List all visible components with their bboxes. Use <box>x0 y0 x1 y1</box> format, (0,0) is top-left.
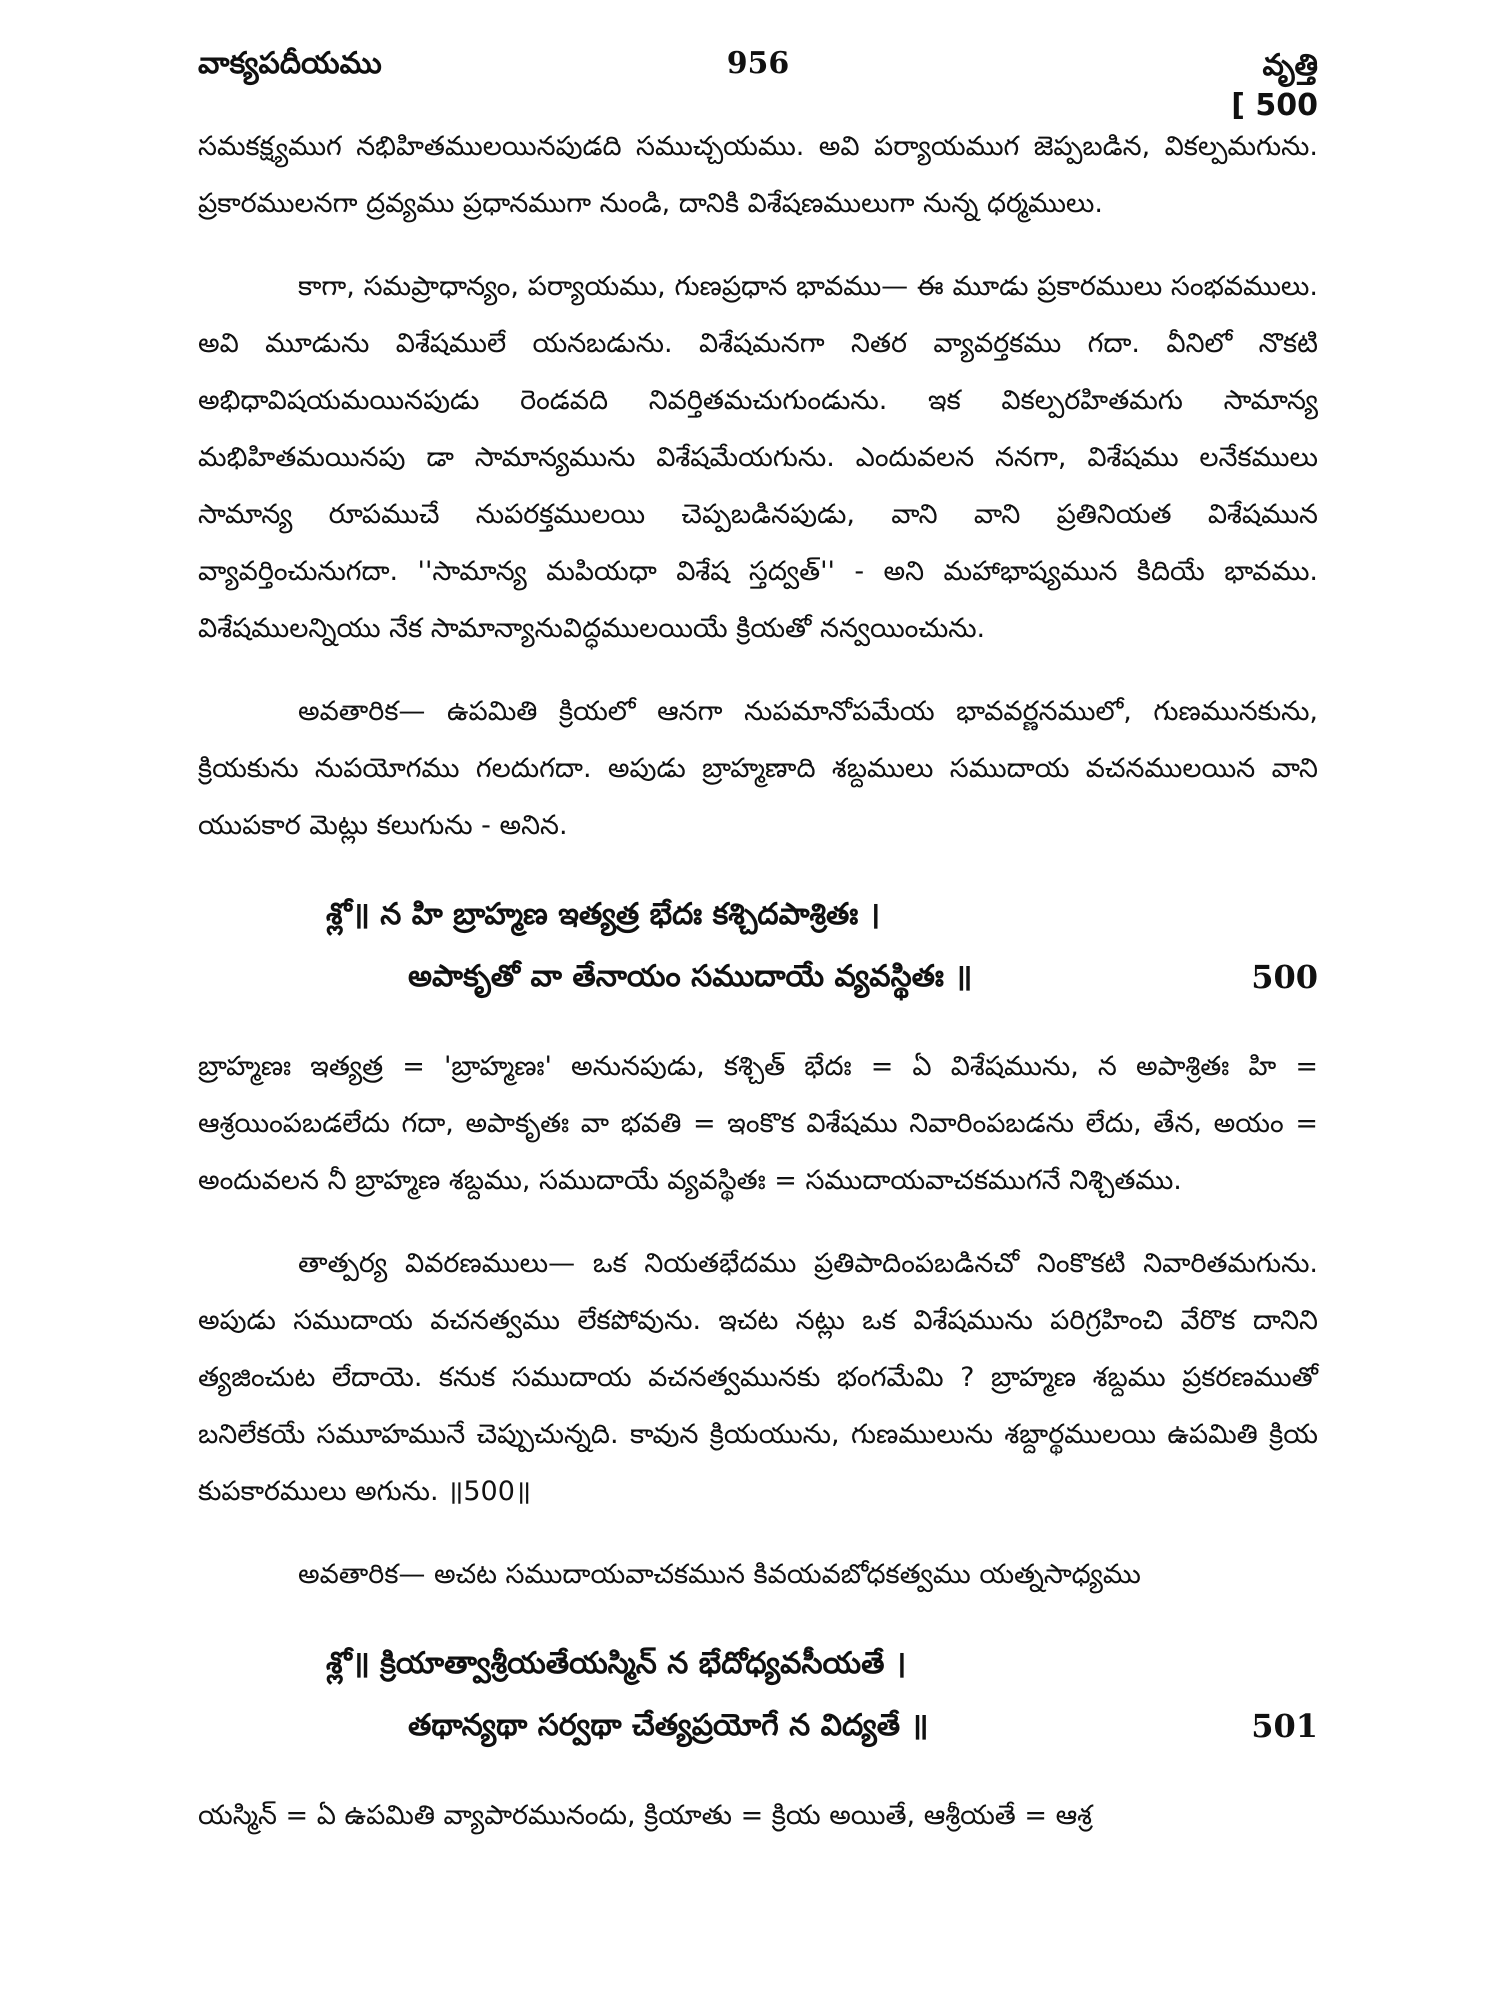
verse-500-line-2 <box>198 946 1318 1008</box>
paragraph-1: సమకక్ష్యముగ నభిహితములయినపుడది సముచ్చయము. అవి పర్యాయముగ జెప్పబడిన, వికల్పమగును. ప్రకారములనగా ద్రవ్యము ప్రధానముగా నుండి, దానికి విశేషణములుగా నున్న ధర్మములు. <box>198 131 1318 219</box>
paragraph-2: కాగా, సమప్రాధాన్యం, పర్యాయము, గుణప్రధాన భావము— ఈ మూడు ప్రకారములు సంభవములు. అవి మూడును విశేషములే యనబడును. విశేషమనగా నితర వ్యావర్తకము గదా. వీనిలో నొకటి అభిధావిషయమయినపుడు రెండవది నివర్తితమచుగుండును. ఇక వికల్పరహితమగు సామాన్య మభిహితమయినపు డా సామాన్యమును విశేషమేయగును. ఎందువలన ననగా, విశేషము లనేకములు సామాన్య రూపముచే నుపరక్తములయి చెప్పబడినపుడు, వాని వాని ప్రతినియత విశేషమున వ్యావర్తించునుగదా. ''సామాన్య మపియధా విశేష స్తద్వత్'' - అని మహాభాష్యమున కిదియే భావము. విశేషములన్నియు నేక సామాన్యానువిద్ధములయియే క్రియతో నన్వయించును. <box>198 271 1318 644</box>
paragraph-word-meaning: బ్రాహ్మణః ఇత్యత్ర = 'బ్రాహ్మణః' అనునపుడు, కశ్చిత్ భేదః = ఏ విశేషమును, న అపాశ్రితః హి = ఆశ్రయింపబడలేదు గదా, అపాకృతః వా భవతి = ఇంకొక విశేషము నివారింపబడను లేదు, తేన, అయం = అందువలన నీ బ్రాహ్మణ శబ్దము, సముదాయే వ్యవస్థితః = సముదాయవాచకముగనే నిశ్చితము. <box>198 1051 1318 1196</box>
section-label: వృత్తి <box>1262 48 1318 83</box>
verse-501-line-2 <box>198 1695 1318 1757</box>
verse-501 <box>198 1633 1318 1757</box>
page-header <box>198 38 1318 123</box>
paragraph-commentary: తాత్పర్య వివరణములు— ఒక నియతభేదము ప్రతిపాదింపబడినచో నింకొకటి నివారితమగును. అపుడు సముదాయ వచనత్వము లేకపోవును. ఇచట నట్లు ఒక విశేషమును పరిగ్రహించి వేరొక దానిని త్యజించుట లేదాయె. కనుక సముదాయ వచనత్వమునకు భంగమేమి ? బ్రాహ్మణ శబ్దము ప్రకరణముతో బనిలేకయే సమూహమునే చెప్పుచున్నది. కావున క్రియయును, గుణములును శబ్దార్థములయి ఉపమితి క్రియ కుపకారములు అగును. ॥500॥ <box>198 1248 1318 1507</box>
verse-number: 501 <box>1251 1707 1318 1745</box>
page-body <box>198 118 1318 1844</box>
paragraph-avatarika-2: అవతారిక— అచట సముదాయవాచకమున కివయవబోధకత్వము యత్నసాధ్యము <box>298 1559 1141 1590</box>
verse-501-line-1: శ్లో॥ క్రియాత్వాశ్రీయతేయస్మిన్ న భేదోధ్యవసీయతే । <box>326 1646 907 1681</box>
verse-500-line-1: శ్లో॥ న హి బ్రాహ్మణ ఇత్యత్ర భేదః కశ్చిదపాశ్రితః । <box>326 897 881 932</box>
paragraph-word-meaning-2: యస్మిన్ = ఏ ఉపమితి వ్యాపారమునందు, క్రియాతు = క్రియ అయితే, ఆశ్రీయతే = ఆశ్ర <box>198 1800 1092 1831</box>
running-title: వాక్యపదీయము <box>198 46 382 81</box>
verse-501-line-2-text: తథాన్యథా సర్వథా చేత్యప్రయోగే న విద్యతే ॥ <box>408 1708 929 1743</box>
paragraph-avatarika-1: అవతారిక— ఉపమితి క్రియలో ఆనగా నుపమానోపమేయ భావవర్ణనములో, గుణమునకును, క్రియకును నుపయోగము గలదుగదా. అపుడు బ్రాహ్మణాది శబ్దములు సముదాయ వచనములయిన వాని యుపకార మెట్లు కలుగును - అనిన. <box>198 696 1318 841</box>
verse-500-line-2-text: అపాకృతో వా తేనాయం సముదాయే వ్యవస్థితః ॥ <box>408 959 973 994</box>
verse-number: 500 <box>1251 958 1318 996</box>
section-marker <box>1231 46 1318 126</box>
verse-500 <box>198 884 1318 1008</box>
verse-range: [ 500 <box>1231 88 1318 123</box>
page-number: 956 <box>726 46 790 81</box>
